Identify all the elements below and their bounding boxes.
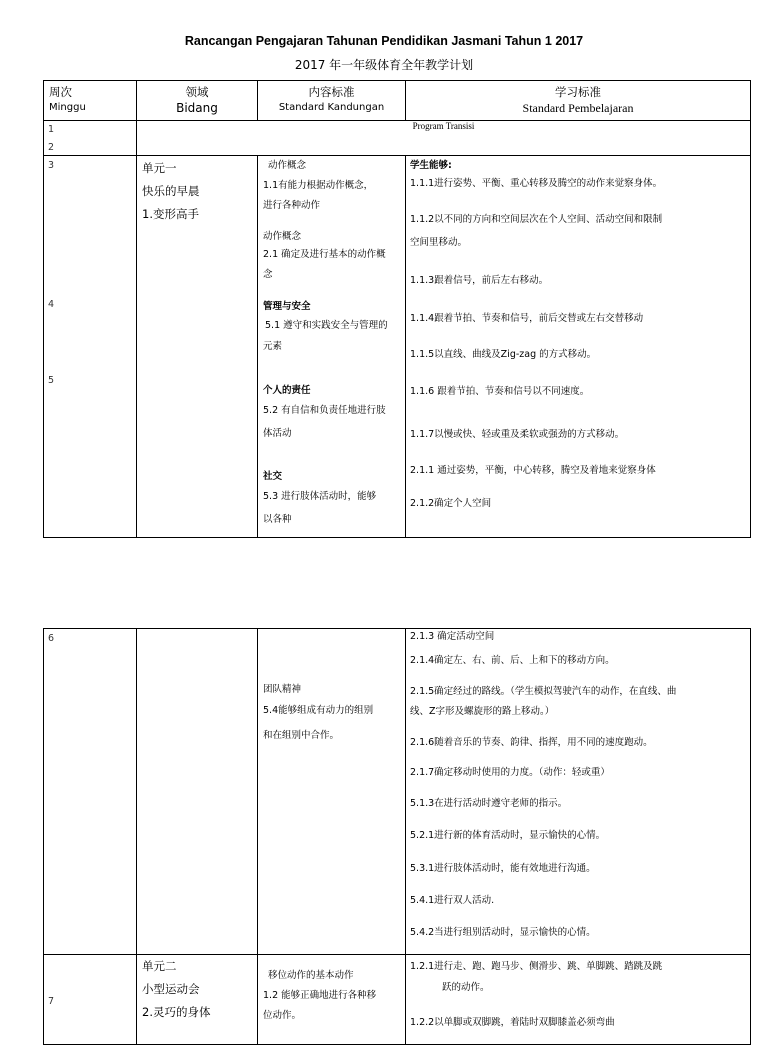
- unit1-learning-cell: [406, 156, 751, 538]
- week6-row: [44, 629, 751, 955]
- transition-label: Program Transisi: [412, 121, 475, 131]
- week-4: 4: [48, 299, 55, 310]
- header-week-zh: 周次: [49, 85, 72, 99]
- content1-heading-3: 管理与安全: [263, 301, 311, 312]
- content3-text-1a: 1.2 能够正确地进行各种移: [263, 990, 377, 1001]
- unit1-name: 单元一: [142, 161, 177, 175]
- content1-heading-4: 个人的责任: [263, 385, 311, 396]
- unit2-content-cell: [258, 955, 406, 1045]
- unit1-domain-cell: [137, 156, 258, 538]
- learning2-standard-4: 2.1.6随着音乐的节奏、韵律、指挥，用不同的速度跑动。: [410, 737, 653, 748]
- learning1-standard-2b: 空间里移动。: [410, 237, 468, 248]
- header-domain-zh: 领域: [185, 85, 209, 99]
- content1-text-5a: 5.3 进行肢体活动时，能够: [263, 491, 377, 502]
- header-learning-zh: 学习标准: [555, 85, 601, 99]
- learning2-standard-5: 2.1.7确定移动时使用的力度。（动作：轻或重）: [410, 767, 610, 778]
- learning3-standard-2: 1.2.2以单脚或双脚跳，着陆时双脚膝盖必须弯曲: [410, 1017, 615, 1028]
- header-week: [44, 81, 137, 121]
- unit1-row: [44, 156, 751, 538]
- learning2-standard-8: 5.3.1进行肢体活动时，能有效地进行沟通。: [410, 863, 596, 874]
- week-6: 6: [48, 633, 55, 644]
- learning1-standard-3: 1.1.3跟着信号，前后左右移动。: [410, 275, 549, 286]
- header-domain: [137, 81, 258, 121]
- learning1-standard-1: 1.1.1进行姿势、平衡、重心转移及腾空的动作来觉察身体。: [410, 178, 663, 189]
- learning1-standard-7: 1.1.7以慢或快、轻或重及柔软或强劲的方式移动。: [410, 429, 625, 440]
- week-cell-3-5: [44, 156, 137, 538]
- content2-heading-1: 团队精神: [263, 684, 302, 695]
- header-domain-ms: Bidang: [176, 101, 218, 115]
- learning2-standard-6: 5.1.3在进行活动时遵守老师的指示。: [410, 798, 568, 809]
- learning2-standard-10: 5.4.2当进行组别活动时，显示愉快的心情。: [410, 927, 596, 938]
- learning2-standard-1: 2.1.3 确定活动空间: [410, 631, 495, 642]
- learning1-standard-6: 1.1.6 跟着节拍、节奏和信号以不同速度。: [410, 386, 590, 397]
- content1-heading-1: 动作概念: [268, 160, 307, 171]
- week-5: 5: [48, 375, 55, 386]
- week6-domain-cell: [137, 629, 258, 955]
- document-title: Rancangan Pengajaran Tahunan Pendidikan Jasmani Tahun 1 2017: [184, 34, 584, 48]
- unit1-topic: 1.变形高手: [142, 207, 199, 221]
- header-week-ms: Minggu: [49, 102, 86, 113]
- learning1-standard-9: 2.1.2确定个人空间: [410, 498, 492, 509]
- transition-cell: [137, 121, 751, 156]
- header-learning: [406, 81, 751, 121]
- unit2-title: 小型运动会: [142, 982, 200, 996]
- document-subtitle: 2017 年一年级体育全年教学计划: [294, 58, 474, 72]
- header-content-ms: Standard Kandungan: [278, 102, 385, 113]
- learning1-standard-8: 2.1.1 通过姿势，平衡，中心转移，腾空及着地来觉察身体: [410, 465, 656, 476]
- learning1-standard-2a: 1.1.2以不同的方向和空间层次在个人空间、活动空间和限制: [410, 214, 663, 225]
- content2-text-1b: 和在组别中合作。: [263, 730, 340, 741]
- header-row: [44, 81, 751, 121]
- content1-text-1a: 1.1有能力根据动作概念，: [263, 180, 374, 191]
- learning3-standard-1a: 1.2.1进行走、跑、跑马步、侧滑步、跳、单脚跳、踏跳及跳: [410, 961, 663, 972]
- learning2-standard-3b: 线、Z字形及螺旋形的路上移动。）: [410, 706, 555, 717]
- unit2-topic: 2.灵巧的身体: [142, 1005, 211, 1019]
- plan-table-page2: [43, 628, 751, 1045]
- learning2-standard-2: 2.1.4确定左、右、前、后、上和下的移动方向。: [410, 655, 615, 666]
- content3-heading-1: 移位动作的基本动作: [268, 970, 354, 981]
- week-7: 7: [48, 996, 55, 1007]
- week-3: 3: [48, 160, 55, 171]
- learning3-standard-1b: 跃的动作。: [442, 982, 490, 993]
- unit2-learning-cell: [406, 955, 751, 1045]
- learning2-standard-3a: 2.1.5确定经过的路线。（学生模拟驾驶汽车的动作，在直线、曲: [410, 686, 677, 697]
- content1-text-3a: 5.1 遵守和实践安全与管理的: [265, 320, 388, 331]
- unit1-content-cell: [258, 156, 406, 538]
- week-2: 2: [48, 142, 55, 153]
- week-cell-6: [44, 629, 137, 955]
- week6-content-cell: [258, 629, 406, 955]
- learning1-standard-4: 1.1.4跟着节拍、节奏和信号，前后交替或左右交替移动: [410, 313, 644, 324]
- content1-text-4b: 体活动: [263, 428, 292, 439]
- learning2-standard-9: 5.4.1进行双人活动.: [410, 895, 495, 906]
- week-cell-1-2: [44, 121, 137, 156]
- header-content-zh: 内容标准: [308, 85, 355, 99]
- header-content: [258, 81, 406, 121]
- content3-text-1b: 位动作。: [263, 1010, 302, 1021]
- unit1-title: 快乐的早晨: [142, 184, 200, 198]
- unit2-row: [44, 955, 751, 1045]
- header-learning-ms: Standard Pembelajaran: [522, 101, 634, 115]
- unit2-name: 单元二: [142, 959, 177, 973]
- learning2-standard-7: 5.2.1进行新的体育活动时，显示愉快的心情。: [410, 830, 606, 841]
- plan-table-page1: [43, 80, 751, 538]
- week6-learning-cell: [406, 629, 751, 955]
- week-1: 1: [48, 124, 55, 135]
- content1-text-1b: 进行各种动作: [263, 200, 321, 211]
- content2-text-1a: 5.4能够组成有动力的组别: [263, 705, 374, 716]
- week-cell-7: [44, 955, 137, 1045]
- content1-heading-5: 社交: [263, 471, 283, 482]
- learning1-standard-5: 1.1.5以直线、曲线及Zig-zag 的方式移动。: [410, 349, 597, 360]
- learning1-intro: 学生能够:: [410, 160, 452, 171]
- content1-text-4a: 5.2 有自信和负责任地进行肢: [263, 405, 386, 416]
- content1-text-2a: 2.1 确定及进行基本的动作概: [263, 249, 386, 260]
- content1-text-3b: 元素: [263, 341, 283, 352]
- content1-heading-2: 动作概念: [263, 231, 302, 242]
- content1-text-2b: 念: [263, 269, 273, 280]
- transition-row: [44, 121, 751, 156]
- content1-text-5b: 以各种: [263, 514, 292, 525]
- unit2-domain-cell: [137, 955, 258, 1045]
